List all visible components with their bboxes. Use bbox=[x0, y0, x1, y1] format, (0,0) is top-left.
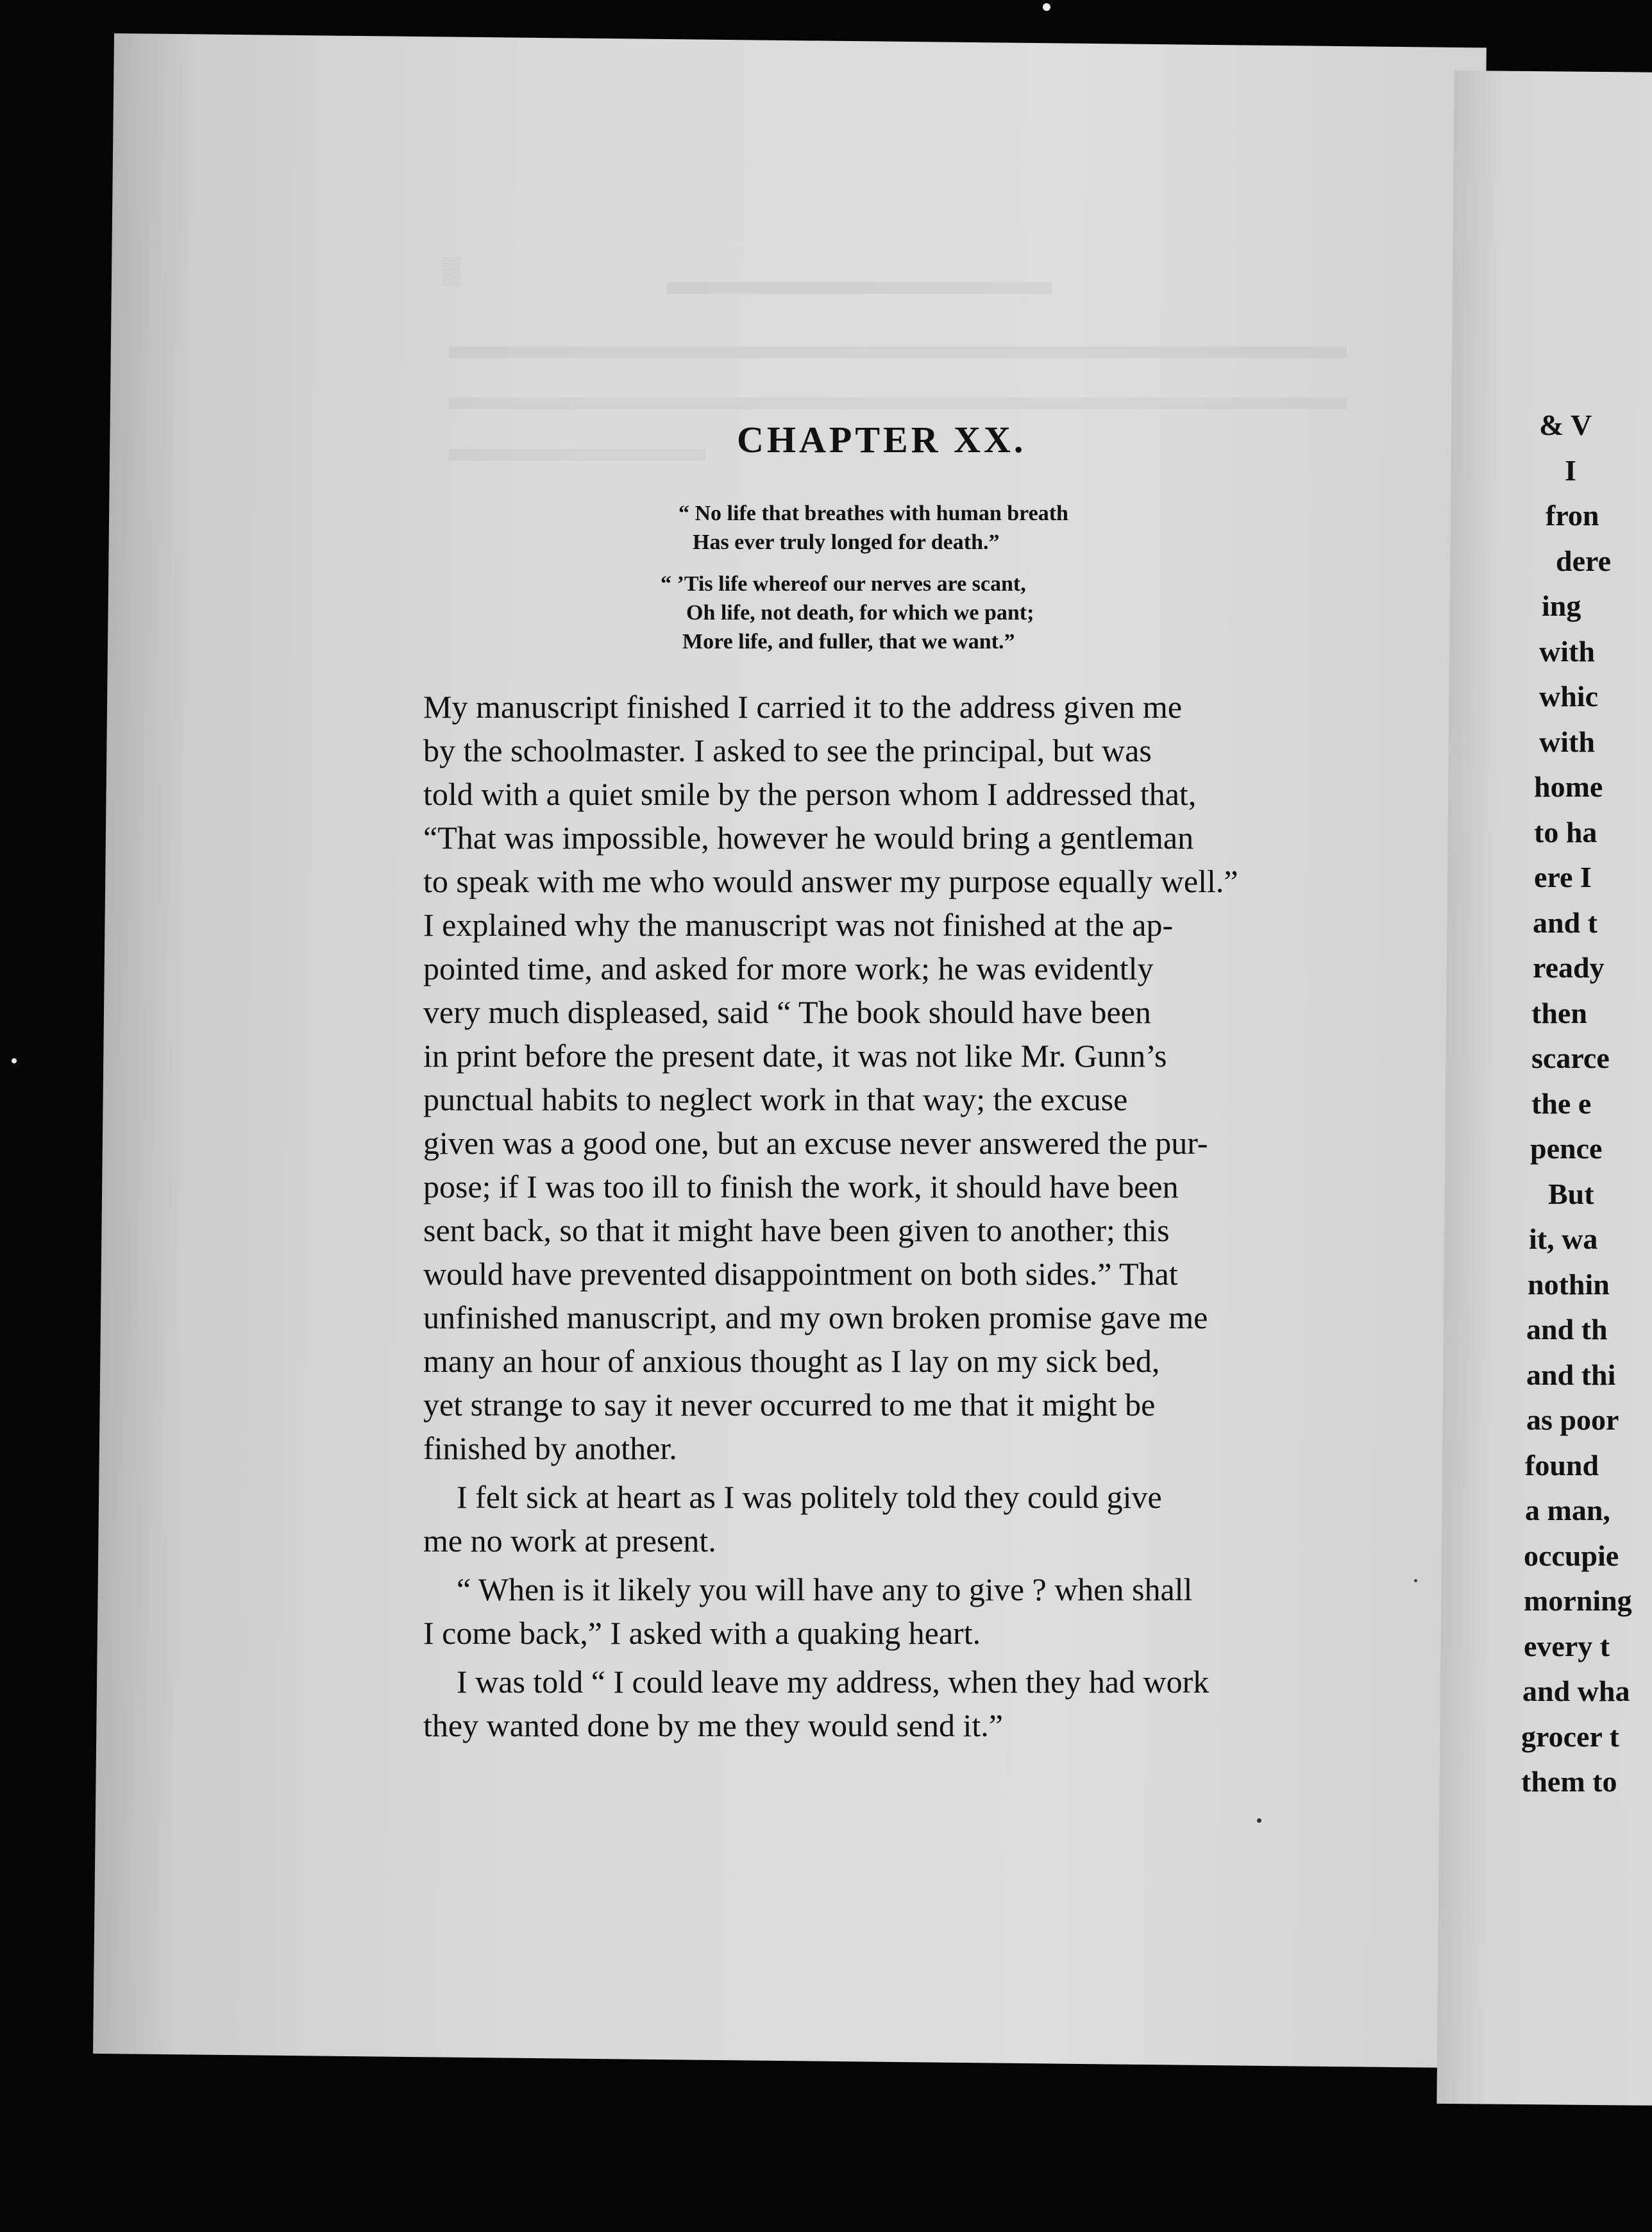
paragraph bbox=[423, 1660, 1379, 1747]
text-line: I come back,” I asked with a quaking heart. bbox=[423, 1615, 981, 1651]
text-line: yet strange to say it never occurred to me that it might be bbox=[423, 1387, 1156, 1423]
text-line: me no work at present. bbox=[423, 1523, 716, 1559]
fragment-line: occupie bbox=[1524, 1539, 1619, 1572]
text-line: finished by another. bbox=[423, 1430, 677, 1466]
fragment-line: fron bbox=[1546, 499, 1599, 532]
scan-speck bbox=[1043, 3, 1050, 11]
fragment-line: and wha bbox=[1522, 1675, 1630, 1707]
text-line: “ When is it likely you will have any to give ? when shall bbox=[457, 1571, 1193, 1607]
fragment-line: I bbox=[1565, 453, 1576, 487]
fragment-line: home bbox=[1534, 770, 1603, 803]
fragment-line: with bbox=[1539, 634, 1595, 668]
epigraph-2 bbox=[661, 570, 1034, 656]
scan-speck bbox=[1414, 1579, 1417, 1582]
fragment-line: and thi bbox=[1526, 1358, 1616, 1391]
text-line: I explained why the manuscript was not finished at the ap- bbox=[423, 907, 1174, 943]
text-line: many an hour of anxious thought as I lay on my sick bed, bbox=[423, 1343, 1160, 1379]
fragment-line: whic bbox=[1539, 680, 1598, 713]
fragment-line: ready bbox=[1533, 951, 1605, 984]
epigraph-1 bbox=[678, 499, 1068, 557]
paragraph bbox=[423, 685, 1379, 1470]
fragment-line: to ha bbox=[1534, 815, 1597, 849]
adjacent-page-text bbox=[1521, 403, 1632, 1805]
fragment-line: & V bbox=[1539, 409, 1592, 441]
epigraph-line: “ ’Tis life whereof our nerves are scant, bbox=[661, 572, 1026, 596]
fragment-line: a man, bbox=[1525, 1494, 1610, 1526]
paragraph bbox=[423, 1568, 1379, 1655]
fragment-line: grocer t bbox=[1521, 1720, 1619, 1753]
paragraph bbox=[423, 1475, 1379, 1562]
fragment-line: and th bbox=[1526, 1313, 1608, 1346]
text-line: sent back, so that it might have been given to another; this bbox=[423, 1212, 1170, 1248]
text-line: “That was impossible, however he would bring a gentleman bbox=[423, 820, 1194, 856]
text-line: pointed time, and asked for more work; he was evidently bbox=[423, 951, 1154, 986]
text-line: punctual habits to neglect work in that way; the excuse bbox=[423, 1081, 1128, 1117]
fragment-line: as poor bbox=[1526, 1403, 1619, 1436]
scan-speck bbox=[1257, 1818, 1261, 1823]
show-through-3 bbox=[449, 346, 1347, 358]
epigraph-line: Has ever truly longed for death.” bbox=[693, 530, 1000, 554]
show-through-4 bbox=[449, 398, 1347, 409]
text-line: unfinished manuscript, and my own broken promise gave me bbox=[423, 1299, 1208, 1335]
fragment-line: But bbox=[1548, 1177, 1594, 1210]
text-line: pose; if I was too ill to finish the work, it should have been bbox=[423, 1169, 1179, 1205]
fragment-line: nothin bbox=[1528, 1267, 1610, 1301]
epigraph-line: “ No life that breathes with human breath bbox=[678, 502, 1068, 525]
fragment-line: scarce bbox=[1531, 1042, 1610, 1074]
text-line: to speak with me who would answer my purpose equally well.” bbox=[423, 863, 1238, 899]
fragment-line: every t bbox=[1524, 1629, 1610, 1662]
text-line: I felt sick at heart as I was politely told they could give bbox=[457, 1479, 1162, 1515]
scan-speck bbox=[12, 1058, 17, 1063]
show-through-5 bbox=[449, 449, 705, 461]
fragment-line: it, wa bbox=[1529, 1222, 1598, 1255]
fragment-line: and t bbox=[1533, 906, 1597, 939]
chapter-body bbox=[423, 685, 1379, 1747]
text-line: by the schoolmaster. I asked to see the principal, but was bbox=[423, 732, 1152, 768]
text-line: would have prevented disappointment on both sides.” That bbox=[423, 1256, 1178, 1292]
text-line: very much displeased, said “ The book should have been bbox=[423, 994, 1151, 1030]
chapter-title: CHAPTER XX. bbox=[737, 419, 1027, 461]
text-line: told with a quiet smile by the person whom I addressed that, bbox=[423, 776, 1197, 812]
show-through-1: ▒ bbox=[442, 256, 461, 285]
fragment-line: with bbox=[1539, 725, 1595, 758]
fragment-line: found bbox=[1525, 1448, 1599, 1482]
fragment-line: ere I bbox=[1534, 861, 1592, 893]
text-line: in print before the present date, it was not like Mr. Gunn’s bbox=[423, 1038, 1167, 1074]
text-line: My manuscript finished I carried it to the address given me bbox=[423, 689, 1183, 725]
text-line: I was told “ I could leave my address, when they had work bbox=[457, 1664, 1210, 1700]
epigraph-line: Oh life, not death, for which we pant; bbox=[686, 601, 1034, 625]
text-line: given was a good one, but an excuse never answered the pur- bbox=[423, 1125, 1208, 1161]
fragment-line: them to bbox=[1521, 1765, 1617, 1798]
fragment-line: then bbox=[1531, 996, 1587, 1029]
fragment-line: ing bbox=[1542, 589, 1581, 622]
text-line: they wanted done by me they would send it.” bbox=[423, 1707, 1003, 1743]
fragment-line: pence bbox=[1530, 1132, 1603, 1165]
epigraph-line: More life, and fuller, that we want.” bbox=[682, 630, 1015, 654]
fragment-line: morning bbox=[1524, 1584, 1632, 1617]
show-through-2 bbox=[667, 282, 1052, 294]
fragment-line: the e bbox=[1531, 1086, 1592, 1120]
fragment-line: dere bbox=[1556, 544, 1612, 577]
